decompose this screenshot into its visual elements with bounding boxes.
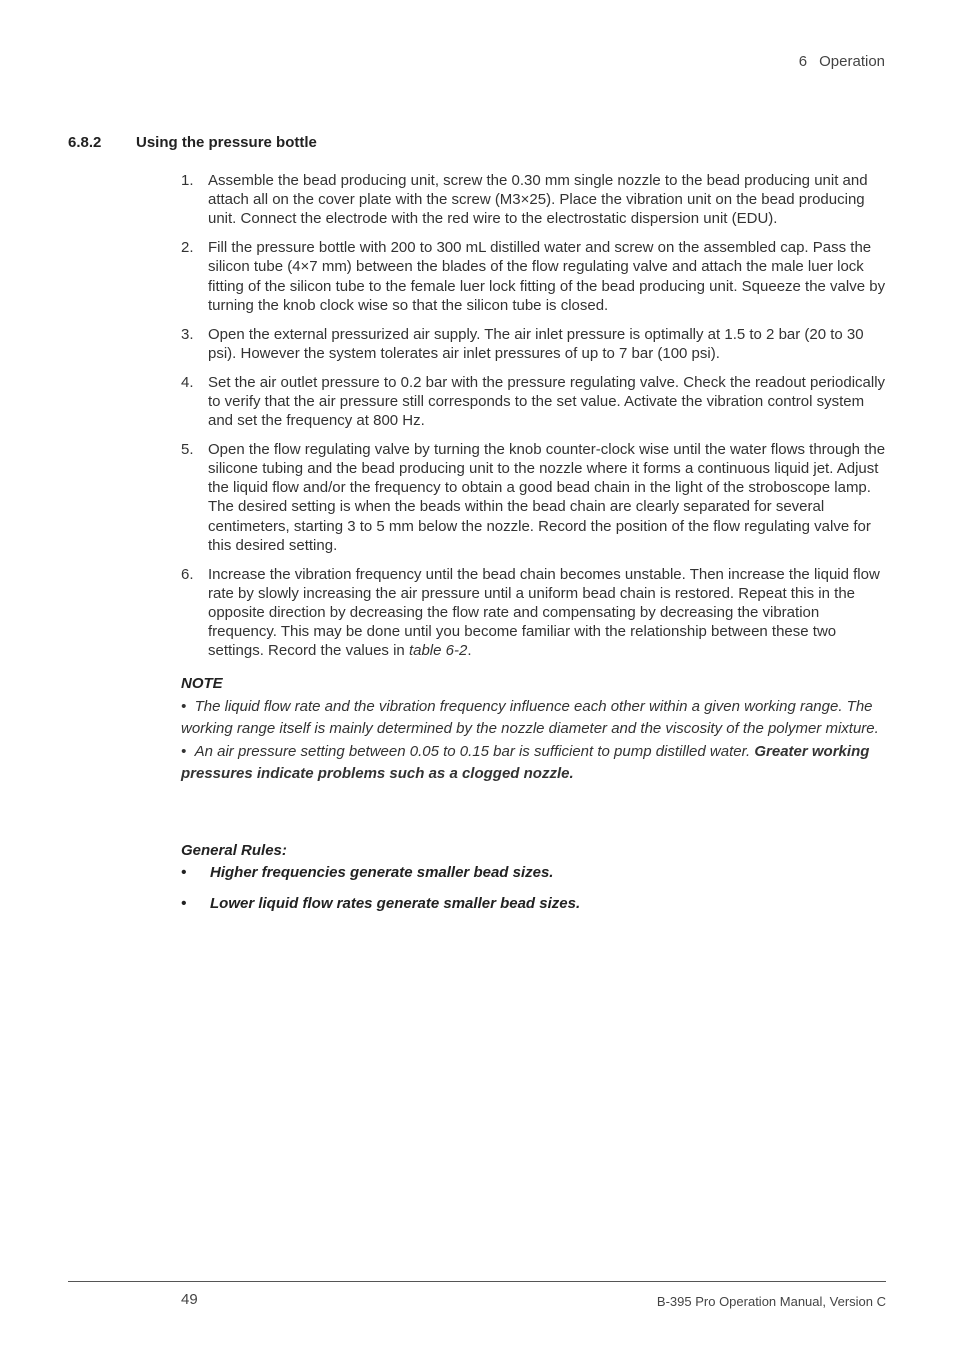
procedure-steps xyxy=(181,171,888,670)
rules-title: General Rules: xyxy=(181,842,287,859)
note-text: The liquid flow rate and the vibration frequency influence each other within a given working range. The working range itself is mainly determined by the nozzle diameter and the viscosity of the polymer mixture. xyxy=(181,697,879,737)
header-chapter-title: Operation xyxy=(819,53,885,70)
bullet-marker: • xyxy=(181,895,187,912)
footer-document-title: B-395 Pro Operation Manual, Version C xyxy=(656,1294,886,1309)
note-title: NOTE xyxy=(181,675,223,692)
running-header xyxy=(799,53,885,70)
bullet-marker: • xyxy=(181,864,187,881)
step-number: 3. xyxy=(181,325,194,343)
step-text: Set the air outlet pressure to 0.2 bar with the pressure regulating valve. Check the readout periodically to verify that the air pressure still corresponds to the set value. Activate the vibration control system and set the frequency at 800 Hz. xyxy=(208,373,886,430)
section-heading xyxy=(68,134,317,151)
step-item xyxy=(181,171,888,229)
rule-item xyxy=(181,863,886,883)
rule-text: Lower liquid flow rates generate smaller bead sizes. xyxy=(210,895,581,912)
bullet-marker: • xyxy=(181,742,187,760)
step-item xyxy=(181,325,888,363)
header-chapter-number: 6 xyxy=(798,53,808,70)
rule-item xyxy=(181,894,886,914)
step-item xyxy=(181,373,888,431)
footer-divider xyxy=(68,1281,886,1282)
table-reference: table 6-2 xyxy=(408,642,468,660)
section-number: 6.8.2 xyxy=(68,134,102,151)
step-number: 2. xyxy=(181,239,194,257)
step-text: Fill the pressure bottle with 200 to 300 mL distilled water and screw on the assembled cap. Pass the silicon tube (4×7 mm) between the blades of the flow regulating valve and attach the male luer lock fitting of the silicon tube to the female luer lock fitting of the bead producing unit. Squeeze the valve by turning the knob clock wise so that the silicon tube is closed. xyxy=(208,239,886,314)
note-bullet xyxy=(181,696,886,741)
section-title: Using the pressure bottle xyxy=(136,134,317,151)
note-box xyxy=(181,673,886,786)
step-text: Open the flow regulating valve by turning the knob counter-clock wise until the water flows through the silicone tubing and the bead producing unit to the nozzle where it forms a continuous liquid jet. Adjust the liquid flow and/or the frequency to obtain a good bead chain in the light of the stroboscope lamp. The desired setting is when the beads within the bead chain are clearly separated for several centimeters, starting 3 to 5 mm below the nozzle. Record the position of the flow regulating valve for this desired setting. xyxy=(208,440,886,554)
note-bullet xyxy=(181,741,886,786)
bullet-marker: • xyxy=(181,697,187,715)
step-text: Open the external pressurized air supply. The air inlet pressure is optimally at 1.5 to 2 bar (20 to 30 psi). However the system tolerates air inlet pressures of up to 7 bar (100 psi). xyxy=(208,325,864,362)
page-number: 49 xyxy=(181,1291,198,1308)
step-number: 6. xyxy=(181,565,194,583)
rule-text: Higher frequencies generate smaller bead sizes. xyxy=(210,864,554,881)
step-text-container xyxy=(208,565,888,661)
step-text: Assemble the bead producing unit, screw the 0.30 mm single nozzle to the bead producing unit and attach all on the cover plate with the screw (M3×25). Place the vibration unit on the bead producing unit. Connect the electrode with the red wire to the electrostatic dispersion unit (EDU). xyxy=(208,172,868,228)
general-rules xyxy=(181,840,886,925)
step-item xyxy=(181,440,888,555)
step-number: 5. xyxy=(181,440,194,458)
step-number: 4. xyxy=(181,373,194,391)
step-text-end: . xyxy=(467,642,472,660)
step-item xyxy=(181,565,888,661)
note-text: An air pressure setting between 0.05 to 0.15 bar is sufficient to pump distilled water. xyxy=(194,742,755,760)
note-bold-text: Greater working pressures indicate problems such as a clogged nozzle. xyxy=(181,742,870,782)
step-item xyxy=(181,238,888,315)
step-number: 1. xyxy=(181,172,194,189)
step-text: Increase the vibration frequency until the bead chain becomes unstable. Then increase the liquid flow rate by slowly increasing the air pressure until a uniform bead chain is restored. Repeat this in the opposite direction by decreasing the flow rate and compensating by decreasing the vibration frequency. This may be done until you become familiar with the relationship between these two settings. Record the values in xyxy=(208,565,880,660)
